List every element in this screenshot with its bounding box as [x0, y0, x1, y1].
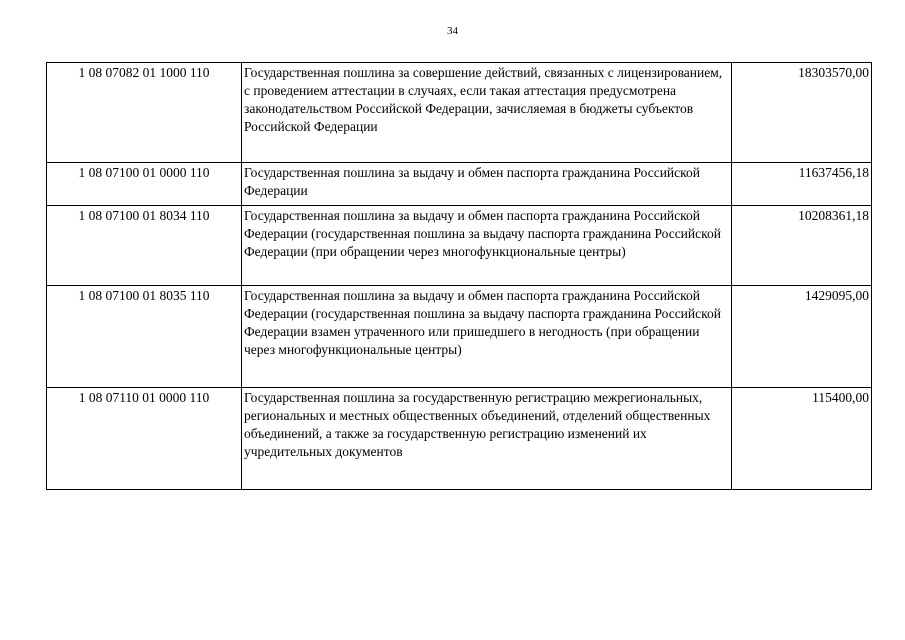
page-number: 34: [447, 25, 458, 37]
table-row: [47, 286, 872, 388]
row-amount: 1429095,00: [732, 286, 872, 388]
table-row: [47, 163, 872, 206]
table-row: [47, 63, 872, 163]
row-code: 1 08 07082 01 1000 110: [47, 63, 242, 163]
row-code: 1 08 07110 01 0000 110: [47, 388, 242, 490]
table-row: [47, 388, 872, 490]
budget-revenue-table: [46, 62, 872, 490]
table-row: [47, 206, 872, 286]
row-description: Государственная пошлина за совершение действий, связанных с лицензированием, с проведением аттестации в случаях, если такая аттестация предусмотрена законодательством Российской Федерации, зачисляемая в бюджеты субъектов Российской Федерации: [242, 63, 732, 163]
row-description: Государственная пошлина за государственную регистрацию межрегиональных, региональных и местных общественных объединений, отделений общественных объединений, а также за государственную регистрацию изменений их учредительных документов: [242, 388, 732, 490]
row-amount: 18303570,00: [732, 63, 872, 163]
row-amount: 10208361,18: [732, 206, 872, 286]
row-description: Государственная пошлина за выдачу и обмен паспорта гражданина Российской Федерации: [242, 163, 732, 206]
row-amount: 115400,00: [732, 388, 872, 490]
row-description: Государственная пошлина за выдачу и обмен паспорта гражданина Российской Федерации (государственная пошлина за выдачу паспорта гражданина Российской Федерации взамен утраченного или пришедшего в негодность (при обращении через многофункциональные центры): [242, 286, 732, 388]
row-code: 1 08 07100 01 0000 110: [47, 163, 242, 206]
row-amount: 11637456,18: [732, 163, 872, 206]
row-description: Государственная пошлина за выдачу и обмен паспорта гражданина Российской Федерации (государственная пошлина за выдачу паспорта гражданина Российской Федерации (при обращении через многофункциональные центры): [242, 206, 732, 286]
row-code: 1 08 07100 01 8035 110: [47, 286, 242, 388]
row-code: 1 08 07100 01 8034 110: [47, 206, 242, 286]
